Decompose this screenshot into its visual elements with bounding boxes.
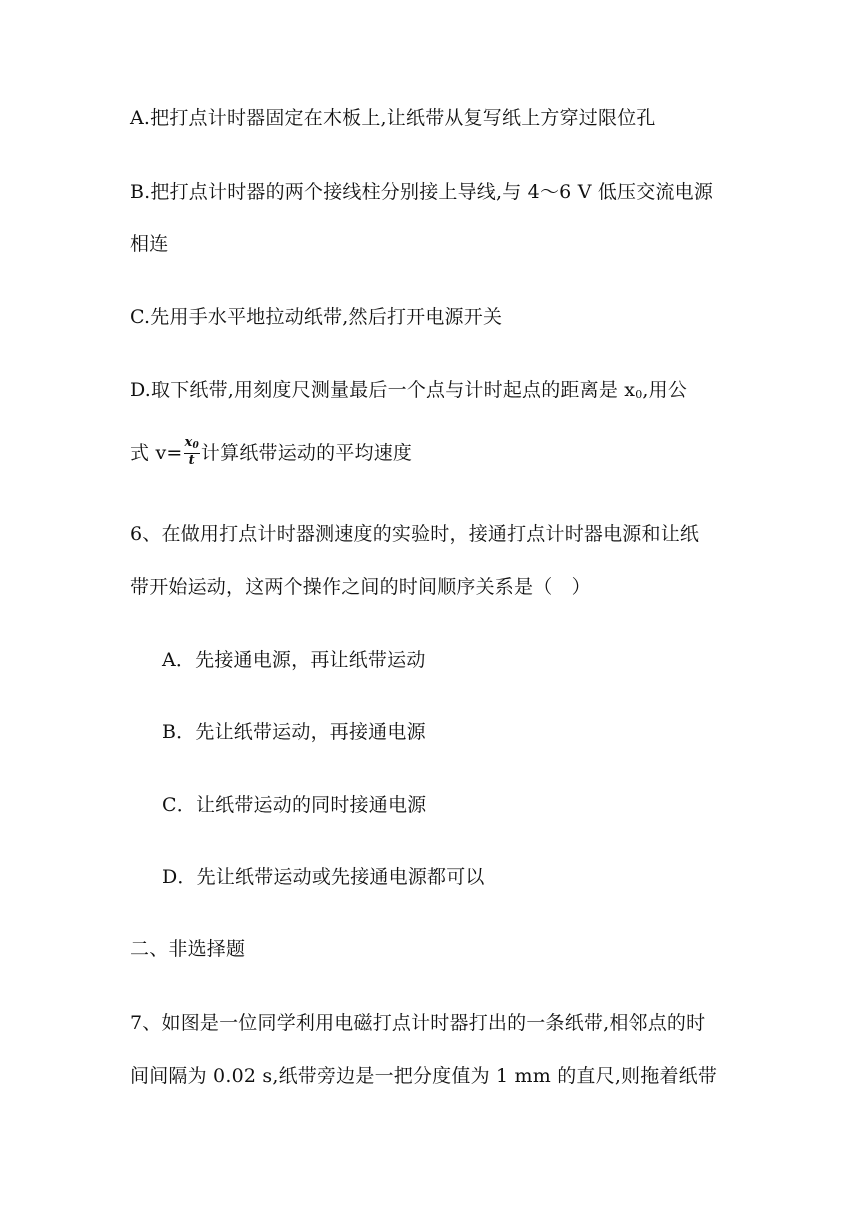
q5-option-a: A.把打点计时器固定在木板上,让纸带从复写纸上方穿过限位孔 <box>130 107 656 129</box>
q5-option-c: C.先用手水平地拉动纸带,然后打开电源开关 <box>130 306 503 328</box>
q7-stem-line2: 间间隔为 0.02 s,纸带旁边是一把分度值为 1 mm 的直尺,则拖着纸带 <box>130 1065 718 1087</box>
q6-option-c: C．让纸带运动的同时接通电源 <box>162 794 427 816</box>
formula-fraction <box>184 436 200 468</box>
q6-option-b: B．先让纸带运动，再接通电源 <box>162 721 426 743</box>
q5-option-b-line2: 相连 <box>130 233 169 255</box>
q5-option-d-line1 <box>130 378 687 407</box>
q5-option-d-text-post: ,用公 <box>642 379 688 401</box>
formula-numerator: $x_0$ <box>184 436 200 454</box>
q5-option-d-subscript: 0 <box>635 388 643 401</box>
q7-stem-line1: 7、如图是一位同学利用电磁打点计时器打出的一条纸带,相邻点的时 <box>130 1012 706 1034</box>
q5-option-d-text-pre: D.取下纸带,用刻度尺测量最后一个点与计时起点的距离是 x <box>130 379 636 401</box>
q5-option-d-line2 <box>130 435 413 470</box>
q5-option-d-formula-label: 式 v= <box>130 442 183 464</box>
q5-option-d-formula-text: 计算纸带运动的平均速度 <box>200 442 413 464</box>
q5-option-b-line1: B.把打点计时器的两个接线柱分别接上导线,与 4～6 V 低压交流电源 <box>130 181 714 203</box>
formula-numerator-subscript: 0 <box>192 441 199 451</box>
q6-option-a: A．先接通电源，再让纸带运动 <box>162 649 426 671</box>
section-heading: 二、非选择题 <box>130 938 246 960</box>
q6-option-d: D．先让纸带运动或先接通电源都可以 <box>162 866 485 888</box>
q6-stem-line1: 6、在做用打点计时器测速度的实验时，接通打点计时器电源和让纸 <box>130 523 700 545</box>
q6-stem-line2: 带开始运动，这两个操作之间的时间顺序关系是（ ） <box>130 576 591 598</box>
formula-denominator: t <box>188 453 195 468</box>
